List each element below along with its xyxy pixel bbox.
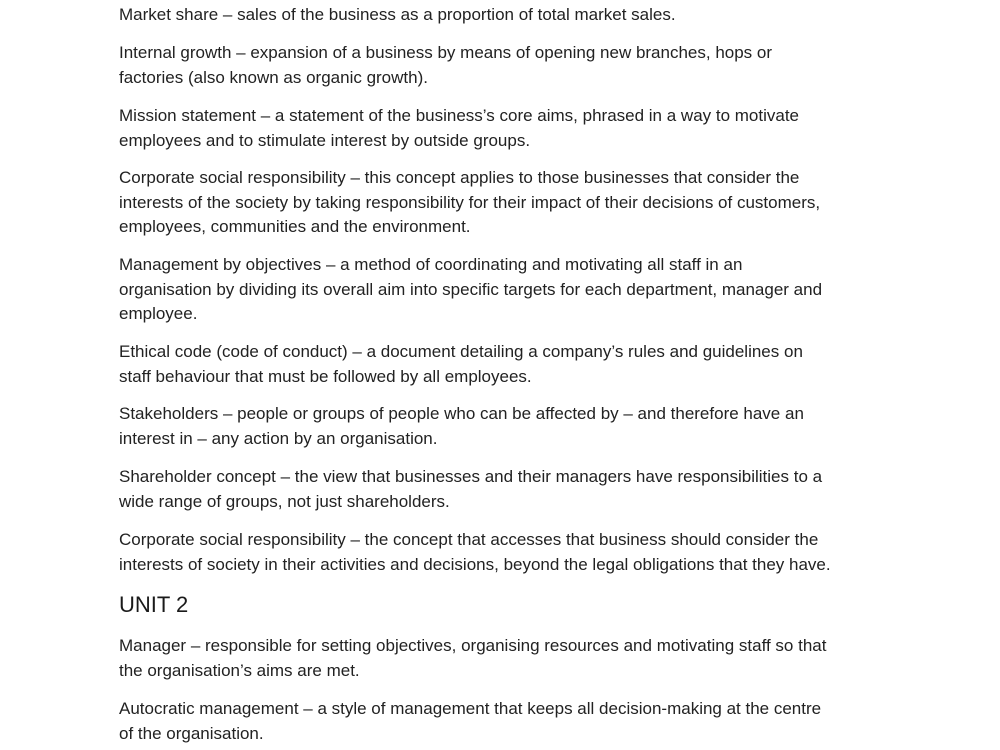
paragraph-line: interest in – any action by an organisation. (119, 428, 438, 448)
definition-paragraph (119, 3, 919, 28)
definition-paragraph (119, 166, 919, 240)
paragraph-line: Stakeholders – people or groups of people who can be affected by – and therefore have an (119, 404, 804, 423)
definition-paragraph (119, 41, 919, 90)
paragraph-line: the organisation’s aims are met. (119, 660, 360, 680)
paragraph-line: Management by objectives – a method of coordinating and motivating all staff in an (119, 255, 743, 274)
paragraph-line: interests of society in their activities and decisions, beyond the legal obligations that they have. (119, 554, 831, 574)
paragraph-line: Ethical code (code of conduct) – a document detailing a company’s rules and guidelines on (119, 342, 803, 361)
definition-paragraph (119, 528, 919, 577)
definition-paragraph (119, 104, 919, 153)
paragraph-line: Corporate social responsibility – this concept applies to those businesses that consider the (119, 168, 800, 187)
paragraph-line: organisation by dividing its overall aim into specific targets for each department, manager and (119, 279, 823, 299)
paragraph-line: Corporate social responsibility – the concept that accesses that business should consider the (119, 530, 819, 549)
definition-paragraph (119, 402, 919, 451)
paragraph-line: of the organisation. (119, 723, 264, 743)
definition-paragraph (119, 697, 919, 746)
paragraph-line: interests of the society by taking responsibility for their impact of their decisions of customers, (119, 192, 821, 212)
definition-paragraph (119, 253, 919, 327)
paragraph-line: employees, communities and the environment. (119, 217, 471, 236)
paragraph-line: Market share – sales of the business as a proportion of total market sales. (119, 5, 676, 24)
definition-paragraph (119, 634, 919, 683)
paragraph-line: employees and to stimulate interest by outside groups. (119, 130, 531, 150)
paragraph-line: Mission statement – a statement of the business’s core aims, phrased in a way to motivate (119, 106, 800, 125)
definition-paragraph (119, 340, 919, 389)
paragraph-line: Autocratic management – a style of management that keeps all decision-making at the centre (119, 699, 822, 718)
unit-heading: UNIT 2 (119, 592, 189, 617)
paragraph-line: factories (also known as organic growth). (119, 67, 428, 87)
paragraph-line: staff behaviour that must be followed by all employees. (119, 366, 532, 386)
paragraph-line: wide range of groups, not just shareholders. (119, 491, 450, 511)
definition-paragraph (119, 465, 919, 514)
paragraph-line: Shareholder concept – the view that businesses and their managers have responsibilities to a (119, 467, 823, 486)
paragraph-line: Manager – responsible for setting objectives, organising resources and motivating staff so that (119, 636, 827, 655)
paragraph-line: Internal growth – expansion of a business by means of opening new branches, hops or (119, 43, 773, 62)
paragraph-line: employee. (119, 304, 198, 323)
